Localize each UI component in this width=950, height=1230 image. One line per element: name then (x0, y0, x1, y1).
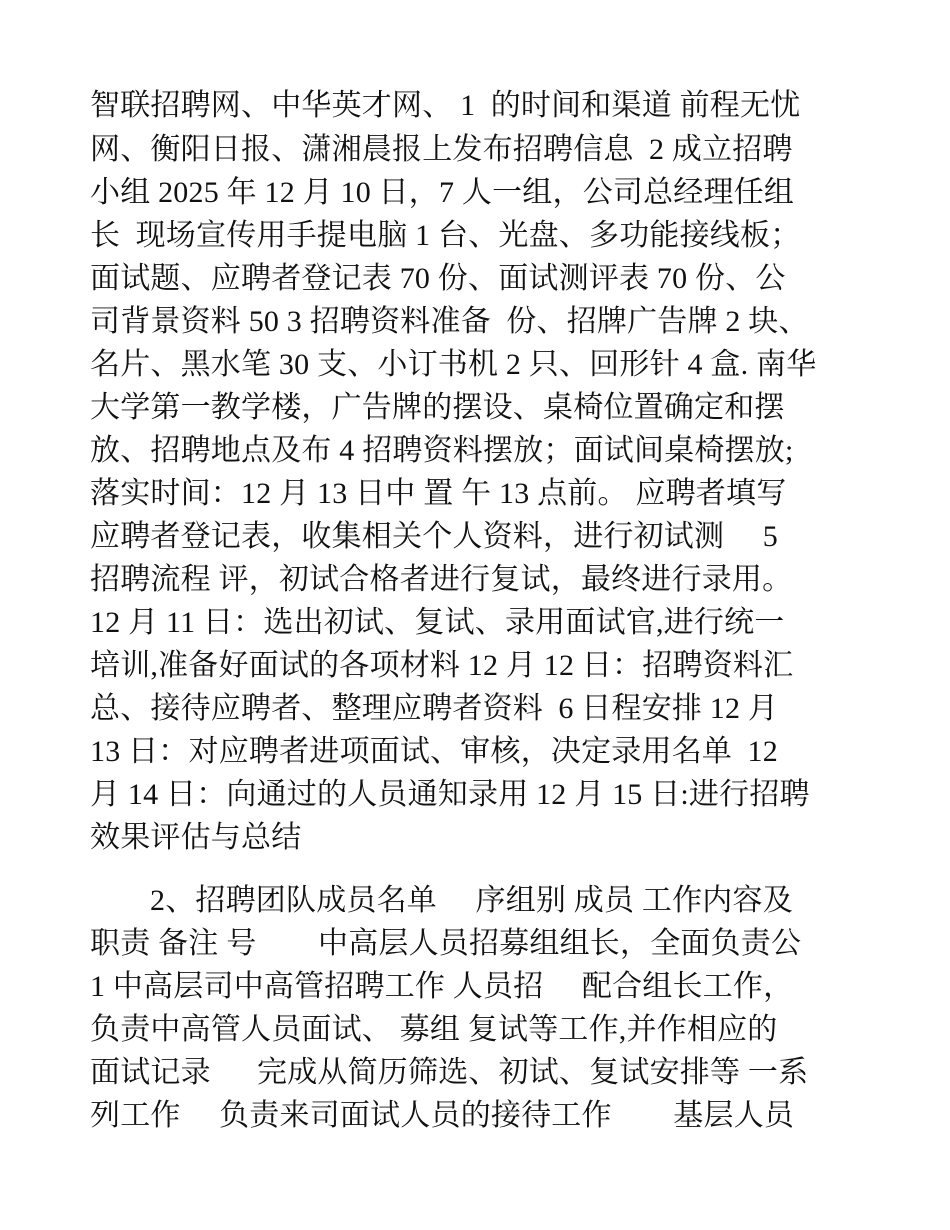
text-line: 落实时间：12 月 13 日中 置 午 13 点前。 应聘者填写 (90, 477, 787, 510)
text-line: 效果评估与总结 (90, 821, 302, 854)
text-line: 面试记录 完成从简历筛选、初试、复试安排等 一系 (90, 1056, 809, 1089)
text-line: 总、接待应聘者、整理应聘者资料 6 日程安排 12 月 (90, 692, 779, 725)
text-line: 职责 备注 号 中高层人员招募组组长，全面负责公 (90, 927, 802, 960)
text-line: 放、招聘地点及布 4 招聘资料摆放；面试间桌椅摆放; (90, 434, 794, 467)
text-line: 培训,准备好面试的各项材料 12 月 12 日：招聘资料汇 (90, 649, 794, 682)
text-line: 负责中高管人员面试、 募组 复试等工作,并作相应的 (90, 1013, 778, 1046)
text-line: 司背景资料 50 3 招聘资料准备 份、招牌广告牌 2 块、 (90, 305, 809, 338)
text-line: 招聘流程 评，初试合格者进行复试，最终进行录用。 (90, 563, 793, 596)
text-line: 大学第一教学楼，广告牌的摆设、桌椅位置确定和摆 (90, 391, 785, 424)
text-line: 12 月 11 日：选出初试、复试、录用面试官,进行统一 (90, 606, 785, 639)
text-line: 智联招聘网、中华英才网、 1 的时间和渠道 前程无忧 (90, 89, 801, 122)
text-line: 名片、黑水笔 30 支、小订书机 2 只、回形针 4 盒. 南华 (90, 348, 817, 381)
text-line: 小组 2025 年 12 月 10 日，7 人一组，公司总经理任组 (90, 176, 795, 209)
text-line: 1 中高层司中高管招聘工作 人员招 配合组长工作， (90, 970, 794, 1003)
text-line: 应聘者登记表，收集相关个人资料，进行初试测 5 (90, 520, 778, 553)
text-line: 面试题、应聘者登记表 70 份、面试测评表 70 份、公 (90, 262, 786, 295)
text-line: 月 14 日：向通过的人员通知录用 12 月 15 日:进行招聘 (90, 778, 810, 811)
text-line: 网、衡阳日报、潇湘晨报上发布招聘信息 2 成立招聘 (90, 133, 793, 166)
text-line: 长 现场宣传用手提电脑 1 台、光盘、多功能接线板； (90, 219, 801, 252)
text-line: 13 日：对应聘者进项面试、审核，决定录用名单 12 (90, 735, 778, 768)
text-line: 2、招聘团队成员名单 序组别 成员 工作内容及 (150, 884, 793, 917)
text-line: 列工作 负责来司面试人员的接待工作 基层人员 (90, 1099, 795, 1132)
